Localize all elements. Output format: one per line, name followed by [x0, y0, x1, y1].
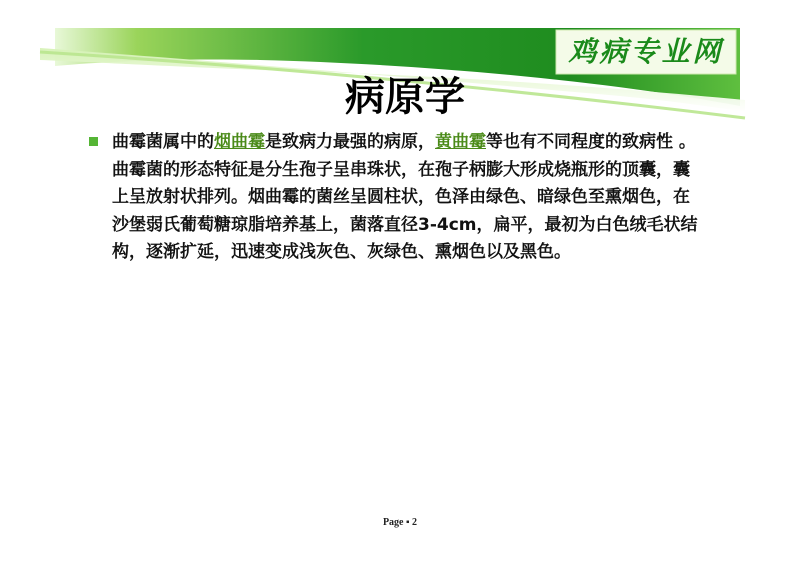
- paragraph-text-2: 是致病力最强的病原，: [265, 132, 435, 152]
- keyword-link-aspergillus-fumigatus[interactable]: 烟曲霉: [214, 132, 265, 152]
- keyword-link-aspergillus-flavus[interactable]: 黄曲霉: [435, 132, 486, 152]
- slide-title: 病原学: [345, 74, 465, 120]
- paragraph-text-3: 等也有不同程度的致病性 。曲霉菌的形态特征是分生孢子呈串珠状，在孢子柄膨大形成烧瓶形的顶囊，囊上呈放射状排列。烟曲霉的菌丝呈圆柱状，色泽由绿色、暗绿色至熏烟色，在沙堡弱氏葡萄糖琼脂培养基上，菌落直径3-4cm，扁平，最初为白色绒毛状结构，逐渐扩延，迅速变成浅灰色、灰绿色、熏烟色以及黑色。: [112, 132, 698, 262]
- paragraph-text-1: 曲霉菌属中的: [112, 132, 214, 152]
- site-logo: 鸡病专业网: [568, 35, 724, 68]
- bullet-icon: [89, 137, 98, 146]
- page-number: Page ▪ 2: [382, 517, 418, 528]
- content-paragraph: [112, 129, 702, 267]
